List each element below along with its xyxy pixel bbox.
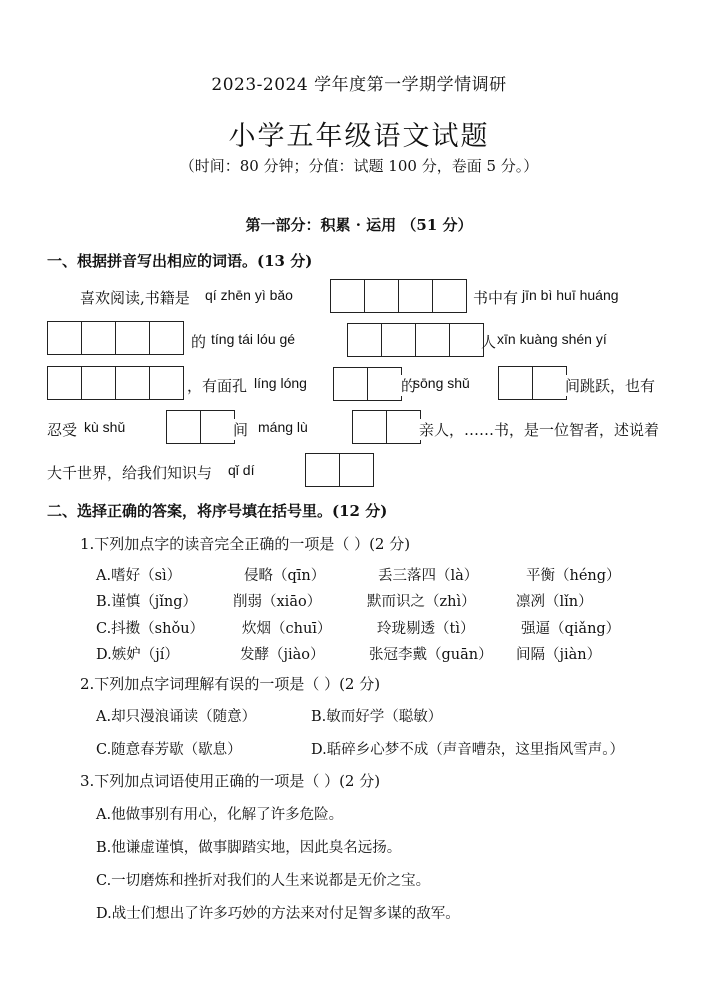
q2-1-option-d2: 发酵（jiào） [240,647,325,663]
q2-2-option-a: A.却只漫浪诵读（随意） [96,709,257,725]
q1-pinyin-8: máng lù [258,419,308,435]
q2-3-option-d: D.战士们想出了许多巧妙的方法来对付足智多谋的敌军。 [96,906,460,922]
q2-1-option-d3: 张冠李戴（guān） [369,647,493,663]
q2-1-option-b3: 默而识之（zhì） [367,594,476,610]
q1-line4-text: 忍受 [47,421,78,439]
answer-boxes-5[interactable] [333,367,402,401]
q2-1-option-c2: 炊烟（chuī） [242,621,332,637]
q1-line5-text: 大千世界，给我们知识与 [47,464,213,482]
answer-boxes-8[interactable] [352,410,421,444]
q2-1-option-a2: 侵略（qīn） [244,568,326,584]
answer-boxes-3[interactable] [347,323,484,357]
q2-1-option-d4: 间隔（jiàn） [516,647,602,663]
q1-pinyin-2: jīn bì huī huáng [522,287,619,303]
q1-line3-text2: 的 [401,377,417,395]
q1-line3-text: ，有面孔 [187,377,248,395]
q1-line3-text3: 间跳跃，也有 [565,377,656,395]
answer-boxes-9[interactable] [305,453,374,487]
q1-line1-text2: 书中有 [473,289,519,307]
q2-heading: 二、选择正确的答案，将序号填在括号里。(12 分) [47,502,388,520]
q2-1-option-a4: 平衡（héng） [526,568,621,584]
answer-boxes-1[interactable] [330,279,467,313]
q1-line1-text: 喜欢阅读,书籍是 [80,289,190,307]
q1-heading: 一、根据拼音写出相应的词语。(13 分) [47,252,313,270]
q2-2-option-c: C.随意春芳歇（歇息） [96,742,242,758]
q2-1-option-a1: A.嗜好（sì） [96,568,182,584]
exam-title: 小学五年级语文试题 [228,121,490,152]
q2-1-stem: 1.下列加点字的读音完全正确的一项是（ ）(2 分) [80,535,411,553]
q1-line4-text3: 亲人，……书，是一位智者，述说着 [419,421,660,439]
q2-1-option-b4: 凛冽（lǐn） [516,594,593,610]
exam-subtitle: （时间：80 分钟；分值：试题 100 分，卷面 5 分。） [179,157,539,175]
q2-1-option-c4: 强逼（qiǎng） [521,621,621,637]
q2-1-option-d1: D.嫉妒（jí） [96,647,179,663]
q2-3-option-b: B.他谦虚谨慎，做事脚踏实地，因此臭名远扬。 [96,840,402,856]
q1-pinyin-7: kù shǔ [84,419,126,435]
q1-pinyin-6: sōng shǔ [413,375,470,391]
answer-boxes-6[interactable] [498,366,567,400]
q1-pinyin-4: xīn kuàng shén yí [497,331,607,347]
q2-3-stem: 3.下列加点词语使用正确的一项是（ ）(2 分) [80,772,381,790]
q2-3-option-a: A.他做事别有用心，化解了许多危险。 [96,807,344,823]
q1-pinyin-5: líng lóng [254,375,307,391]
q2-1-option-b2: 削弱（xiāo） [233,594,322,610]
q2-1-option-a3: 丢三落四（là） [378,568,479,584]
q1-line2-text2: 人 [481,333,497,351]
q2-2-option-b: B.敏而好学（聪敏） [311,709,443,725]
q1-pinyin-1: qí zhēn yì bǎo [205,287,293,303]
q2-1-option-c1: C.抖擞（shǒu） [96,621,205,637]
part-one-title: 第一部分：积累 · 运用 （51 分） [245,216,473,234]
q2-1-option-b1: B.谨慎（jǐng） [96,594,198,610]
answer-boxes-2[interactable] [47,321,184,355]
q1-line2-text: 的 [191,333,207,351]
q2-2-option-d: D.聒碎乡心梦不成（声音嘈杂，这里指风雪声。） [311,742,624,758]
q2-3-option-c: C.一切磨炼和挫折对我们的人生来说都是无价之宝。 [96,873,431,889]
q1-line4-text2: 间 [233,421,249,439]
q1-pinyin-9: qǐ dí [228,462,255,478]
exam-period-title: 2023-2024 学年度第一学期学情调研 [211,75,507,95]
answer-boxes-7[interactable] [166,410,235,444]
q2-1-option-c3: 玲珑剔透（tì） [377,621,475,637]
q1-pinyin-3: tíng tái lóu gé [211,331,296,347]
answer-boxes-4[interactable] [47,366,184,400]
q2-2-stem: 2.下列加点字词理解有误的一项是（ ）(2 分) [80,675,381,693]
